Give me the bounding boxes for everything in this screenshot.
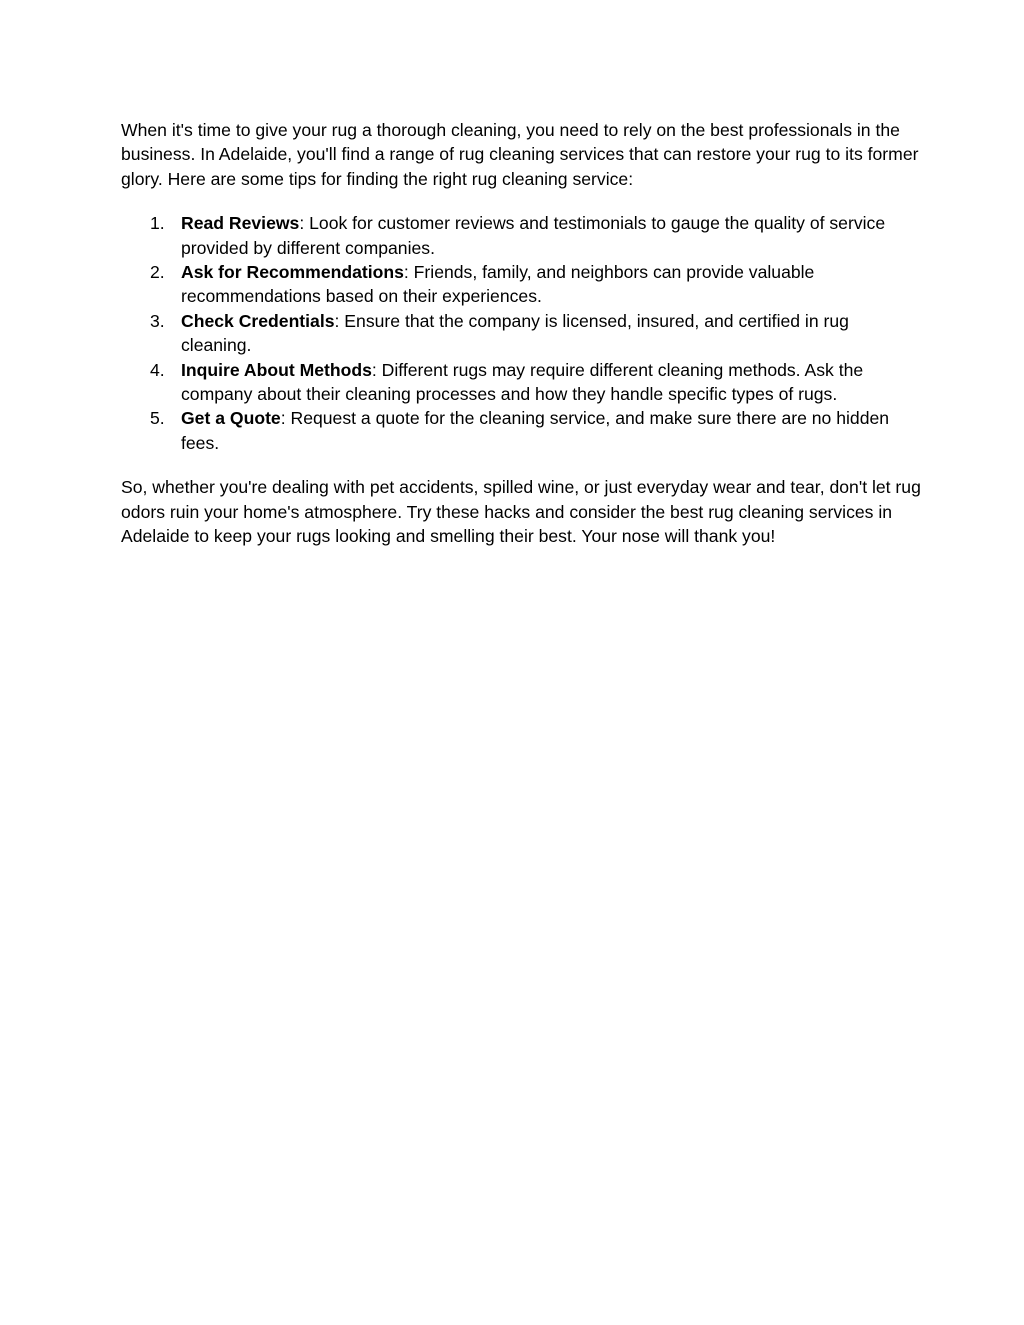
tip-title: Get a Quote	[181, 408, 281, 429]
tip-text: : Request a quote for the cleaning service, and make sure there are no hidden fees.	[181, 408, 890, 453]
tip-title: Inquire About Methods	[181, 359, 372, 380]
document-body	[121, 118, 921, 549]
tip-title: Ask for Recommendations	[181, 262, 404, 283]
tip-title: Read Reviews	[181, 213, 300, 234]
tip-text: : Friends, family, and neighbors can provide valuable recommendations based on their experiences.	[181, 262, 815, 307]
tips-list	[121, 211, 921, 455]
list-item	[181, 358, 921, 407]
conclusion-paragraph: So, whether you're dealing with pet accidents, spilled wine, or just everyday wear and tear, don't let rug odors ruin your home's atmosphere. Try these hacks and consider the best rug cleaning services in Adelaide to keep your rugs looking and smelling their best. Your nose will thank you!	[121, 477, 921, 547]
intro-paragraph: When it's time to give your rug a thorough cleaning, you need to rely on the best professionals in the business. In Adelaide, you'll find a range of rug cleaning services that can restore your rug to its former glory. Here are some tips for finding the right rug cleaning service:	[121, 120, 919, 189]
tip-text: : Different rugs may require different cleaning methods. Ask the company about their cleaning processes and how they handle specific types of rugs.	[181, 359, 864, 405]
tip-title: Check Credentials	[181, 310, 335, 331]
tip-text: : Look for customer reviews and testimonials to gauge the quality of service provided by different companies.	[181, 213, 886, 258]
list-item	[181, 406, 921, 455]
list-item	[181, 309, 921, 358]
tip-text: : Ensure that the company is licensed, insured, and certified in rug cleaning.	[181, 310, 849, 356]
list-item	[181, 260, 921, 309]
list-item	[181, 211, 921, 260]
